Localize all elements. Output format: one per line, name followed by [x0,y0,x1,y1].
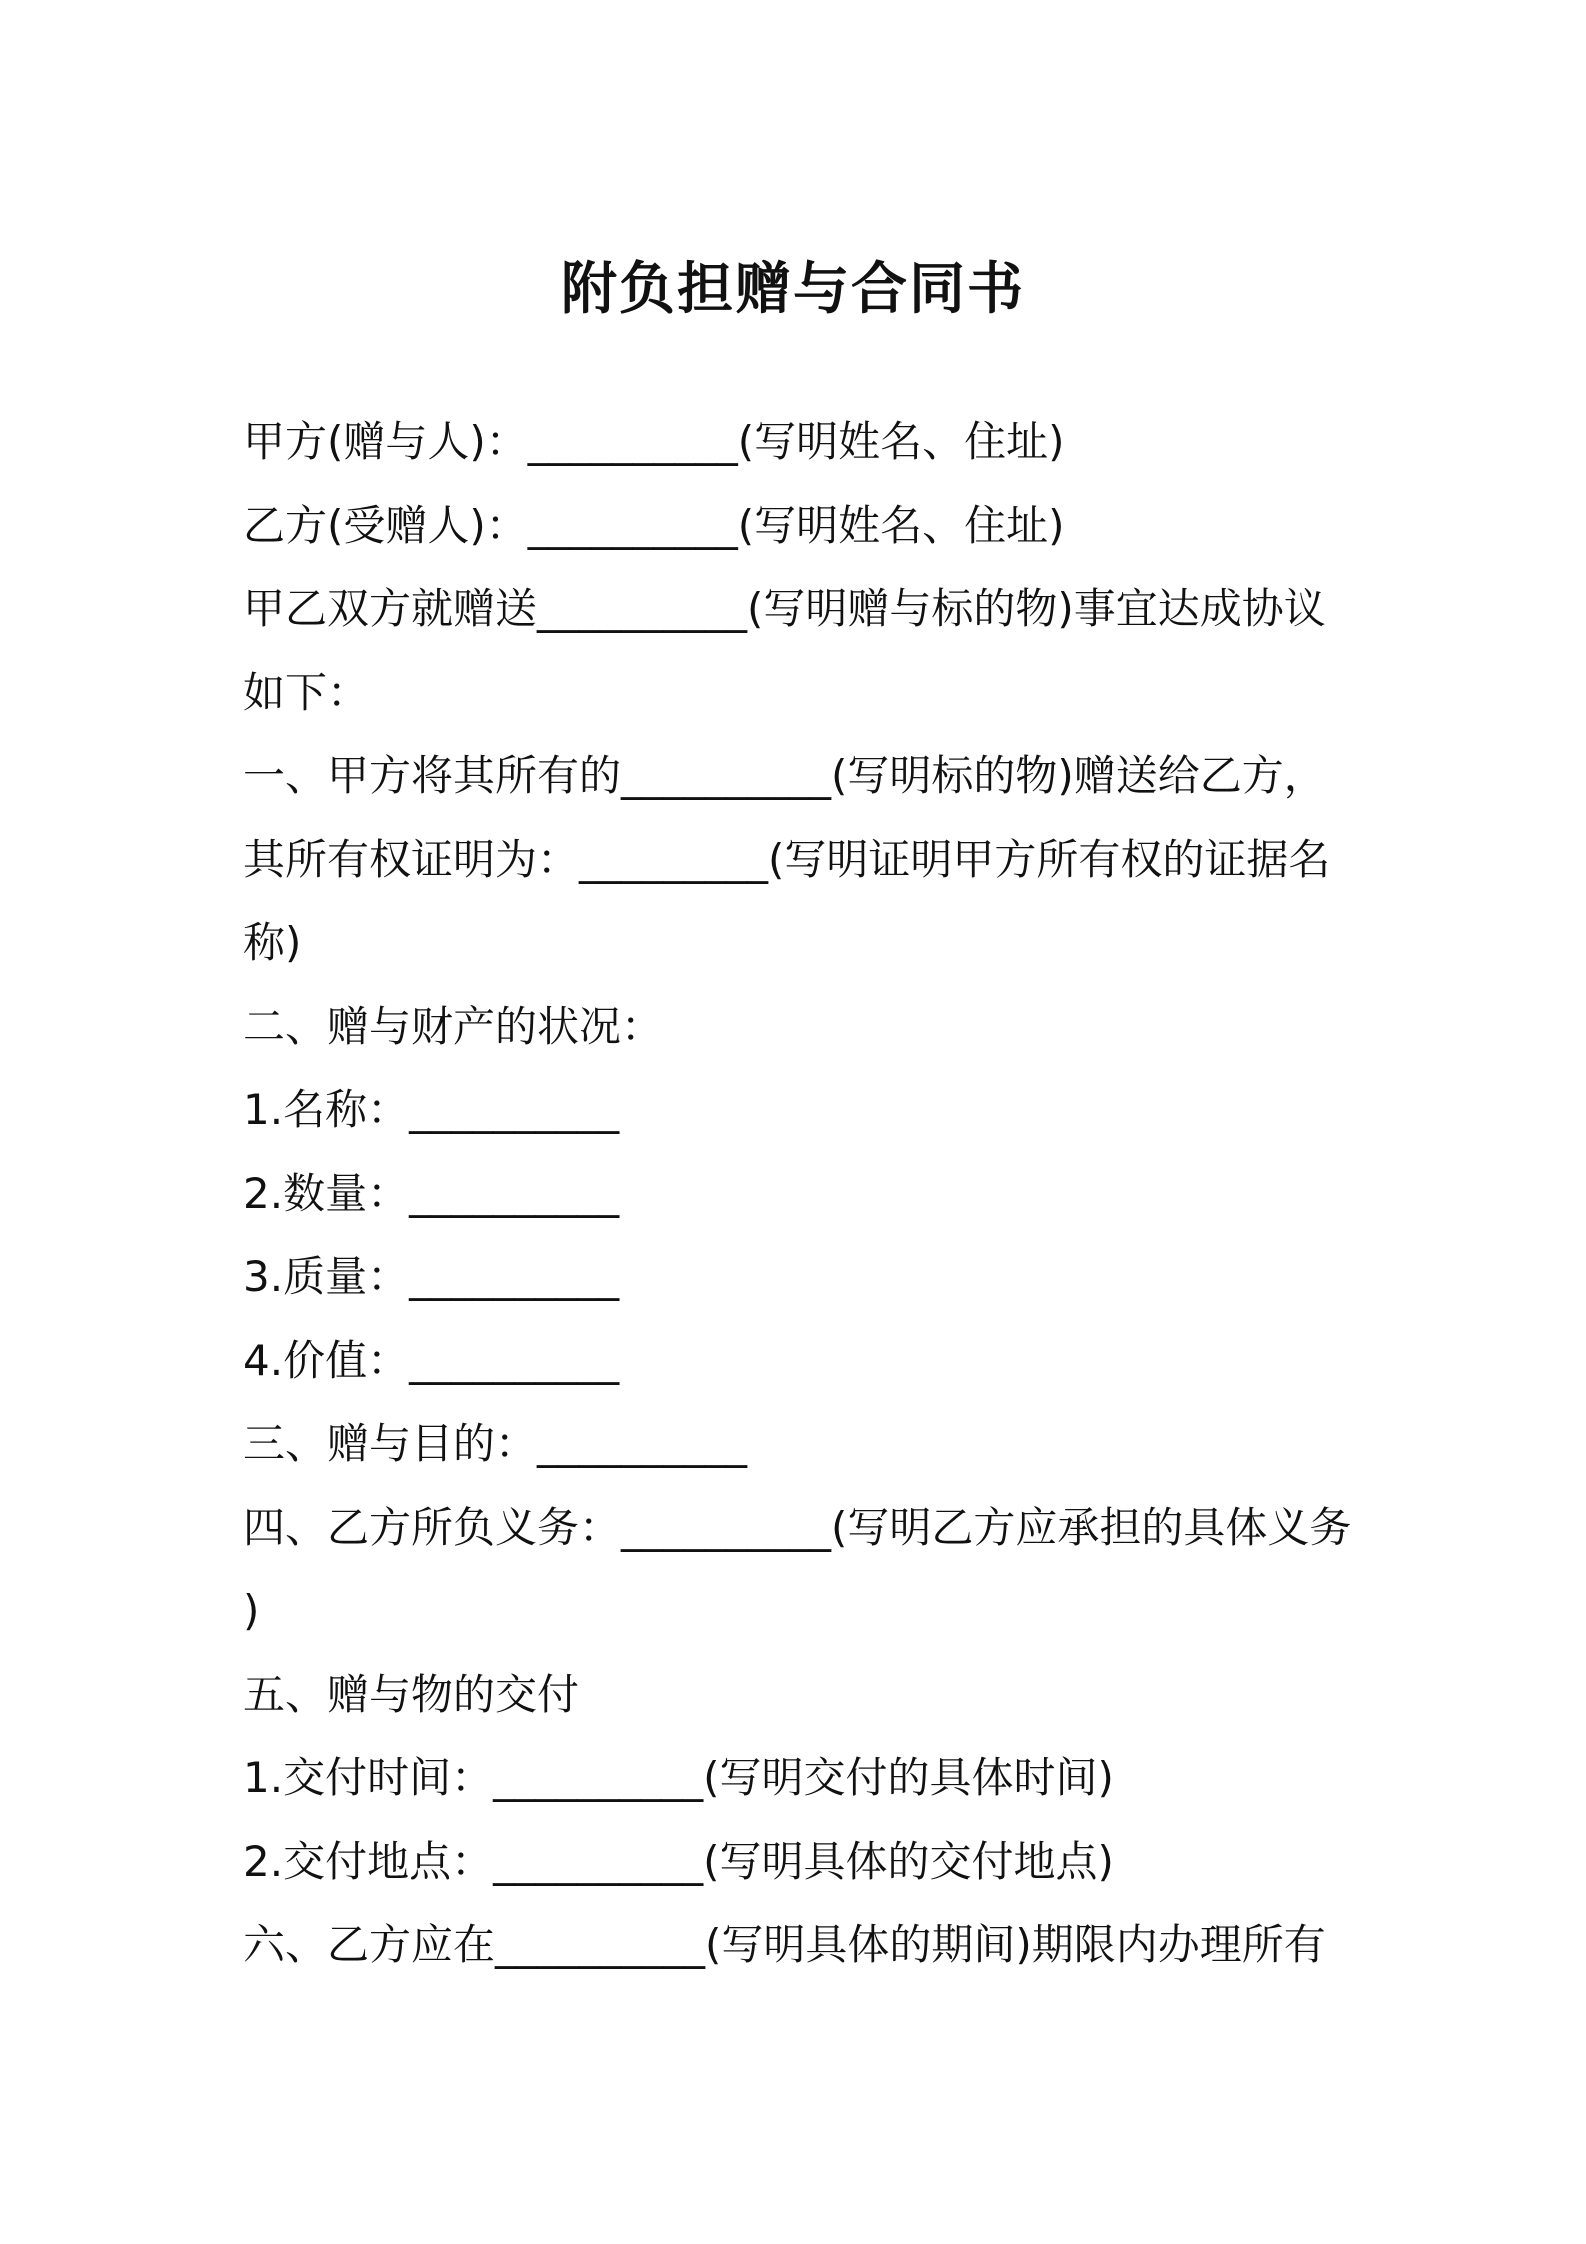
clause-4-line-end: ) [243,1586,260,1635]
clause-5-heading: 五、赠与物的交付 [243,1669,580,1719]
agreement-intro-line: 甲乙双方就赠送__________(写明赠与标的物)事宜达成协议 [243,584,1326,633]
clause-1-line-end: 称) [243,918,302,967]
clause-1-line: 一、甲方将其所有的__________(写明标的物)赠送给乙方， [243,751,1326,800]
clause-5-delivery-time: 1.交付时间：__________(写明交付的具体时间) [243,1753,1114,1802]
clause-2-quantity: 2.数量：__________ [243,1168,620,1218]
party-a-line: 甲方(赠与人)：__________(写明姓名、住址) [243,417,1065,466]
clause-3-line: 三、赠与目的：__________ [243,1419,748,1468]
agreement-intro-line-cont: 如下： [243,667,370,717]
party-b-line: 乙方(受赠人)：__________(写明姓名、住址) [243,500,1065,550]
clause-2-name: 1.名称：__________ [243,1085,620,1134]
clause-1-line-cont: 其所有权证明为：_________(写明证明甲方所有权的证据名 [243,834,1331,884]
document-body [243,400,1368,1987]
clause-5-delivery-place: 2.交付地点：__________(写明具体的交付地点) [243,1836,1114,1886]
clause-2-value: 4.价值：__________ [243,1335,620,1385]
clause-6-line: 六、乙方应在__________(写明具体的期间)期限内办理所有 [243,1920,1326,1969]
clause-2-heading: 二、赠与财产的状况： [243,1001,664,1051]
document-title: 附负担赠与合同书 [561,257,1025,322]
clause-2-quality: 3.质量：__________ [243,1252,620,1301]
clause-4-line: 四、乙方所负义务：__________(写明乙方应承担的具体义务 [243,1502,1352,1552]
